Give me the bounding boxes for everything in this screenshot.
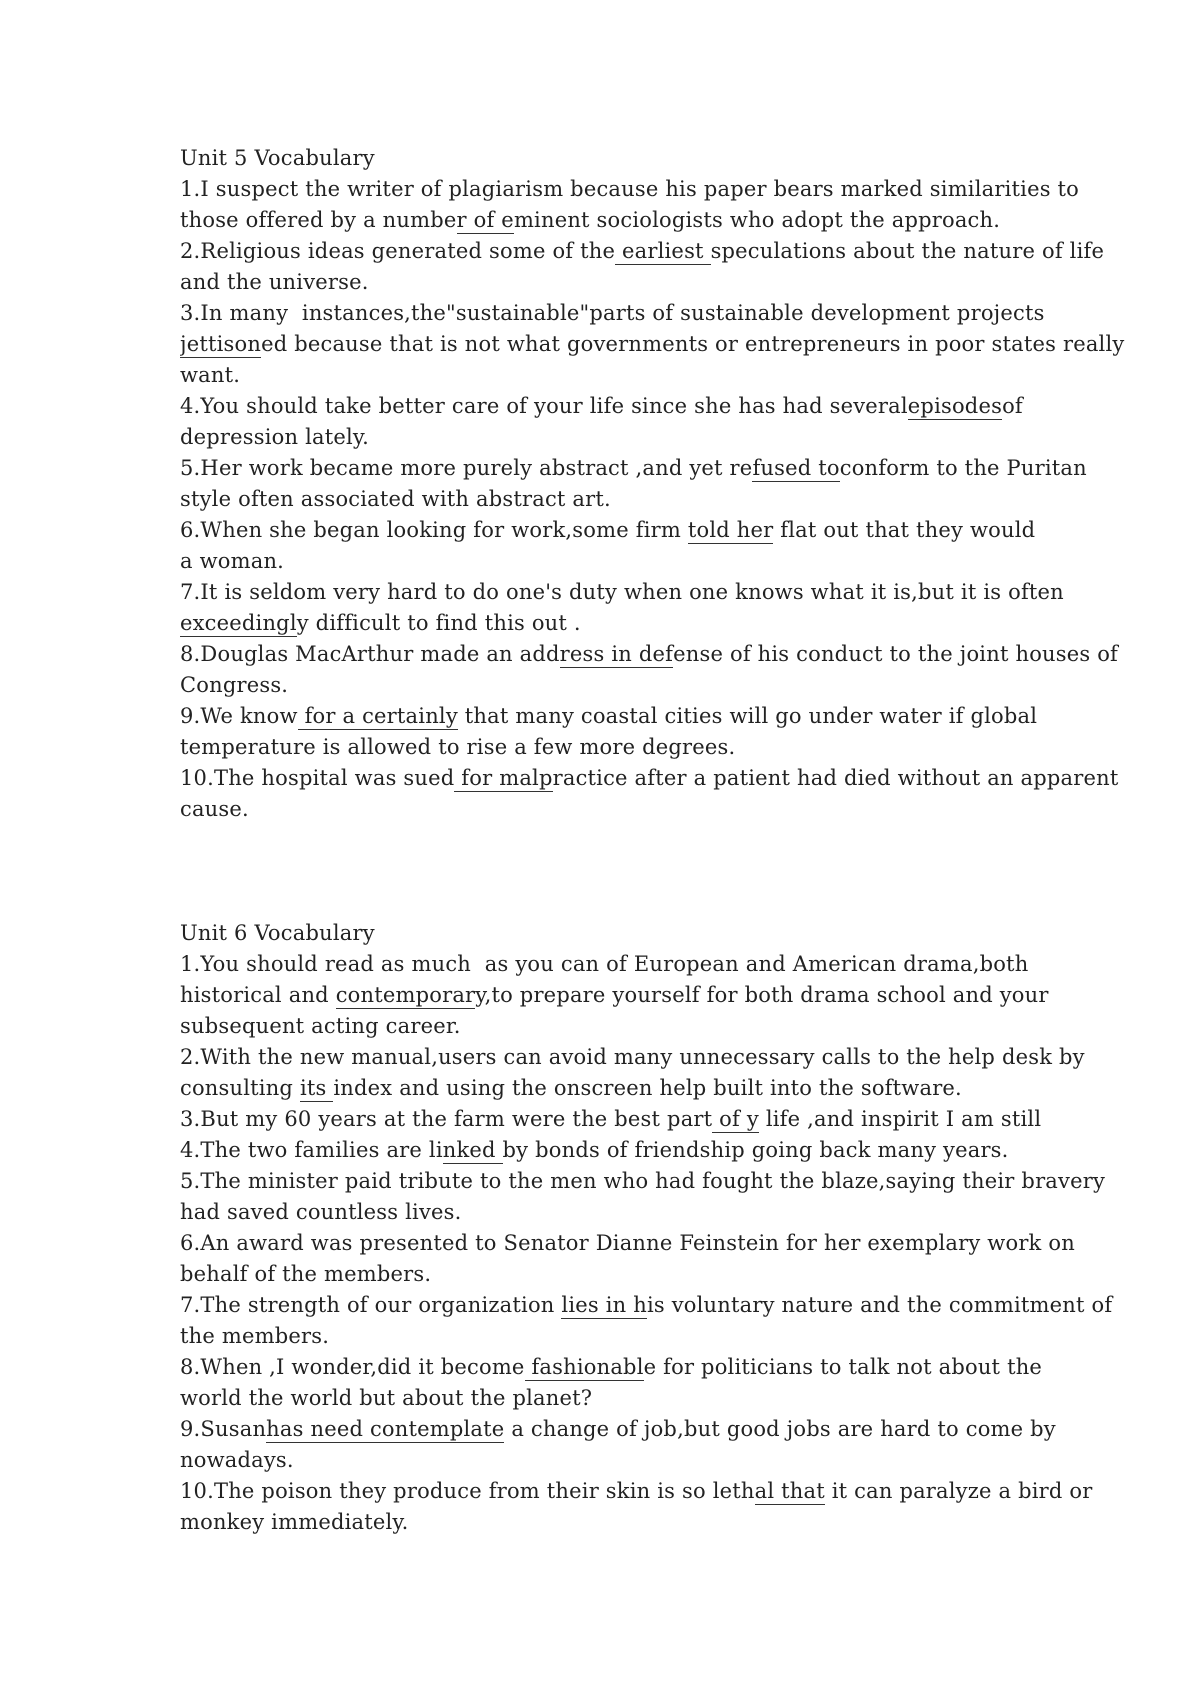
underlined-answer: exceedingl xyxy=(180,611,297,635)
text-segment: style often associated with abstract art. xyxy=(180,487,611,511)
text-line xyxy=(180,329,1191,360)
text-segment: consulting xyxy=(180,1076,300,1100)
text-line xyxy=(180,1507,1191,1538)
text-line xyxy=(180,1414,1191,1445)
text-segment: the members. xyxy=(180,1324,330,1348)
text-segment: ractice after a patient had died without an apparent xyxy=(552,766,1119,790)
text-segment: of xyxy=(1002,394,1023,418)
text-segment: speculations about the nature of life xyxy=(710,239,1105,263)
text-segment: 6.When she began looking for work,some firm xyxy=(180,518,688,542)
text-line xyxy=(180,1042,1191,1073)
unit-6-title: Unit 6 Vocabulary xyxy=(180,921,375,945)
text-segment: depression lately. xyxy=(180,425,370,449)
text-segment: 4.The two families are li xyxy=(180,1138,443,1162)
text-line xyxy=(180,1166,1191,1197)
underlined-answer: for malp xyxy=(454,766,553,790)
underlined-answer: r of e xyxy=(456,208,514,232)
text-segment: ense of his conduct to the joint houses of xyxy=(673,642,1119,666)
text-line xyxy=(180,391,1191,422)
text-segment: index and using the onscreen help built into the software. xyxy=(333,1076,962,1100)
text-segment: 7.The strength of our organization xyxy=(180,1293,562,1317)
text-line xyxy=(180,174,1191,205)
text-segment: nowadays. xyxy=(180,1448,294,1472)
text-line xyxy=(180,701,1191,732)
unit-6-sentences xyxy=(180,949,1191,1538)
underlined-answer: nked xyxy=(442,1138,503,1162)
text-line xyxy=(180,205,1191,236)
text-line xyxy=(180,1135,1191,1166)
text-line xyxy=(180,670,1191,701)
text-segment: life ,and inspirit I am still xyxy=(758,1107,1042,1131)
text-line xyxy=(180,763,1191,794)
underlined-answer: told her xyxy=(687,518,774,542)
text-line xyxy=(180,1011,1191,1042)
unit-5-sentences xyxy=(180,174,1191,825)
text-line xyxy=(180,453,1191,484)
text-line xyxy=(180,1290,1191,1321)
underlined-answer: its xyxy=(299,1076,334,1100)
text-segment: 10.The hospital was sued xyxy=(180,766,455,790)
text-segment: y,to prepare yourself for both drama school and your xyxy=(475,983,1049,1007)
text-segment: 8.Douglas MacArthur made an add xyxy=(180,642,560,666)
text-segment: a change of job,but good jobs are hard to come by xyxy=(504,1417,1056,1441)
text-segment: conform to the Puritan xyxy=(839,456,1087,480)
text-segment: y difficult to find this out . xyxy=(296,611,581,635)
underlined-answer: of y xyxy=(712,1107,759,1131)
text-segment: 9.Susan xyxy=(180,1417,267,1441)
text-line xyxy=(180,1352,1191,1383)
underlined-answer: has need contemplate xyxy=(266,1417,505,1441)
section-gap xyxy=(180,825,1191,918)
text-segment: 2.With the new manual,users can avoid many unnecessary calls to the help desk by xyxy=(180,1045,1085,1069)
text-line xyxy=(180,949,1191,980)
text-line xyxy=(180,608,1191,639)
text-line xyxy=(180,267,1191,298)
text-line xyxy=(180,360,1191,391)
text-segment: 4.You should take better care of your life since she has had several xyxy=(180,394,908,418)
text-line xyxy=(180,1383,1191,1414)
text-segment: ed because that is not what governments or entrepreneurs in poor states really xyxy=(261,332,1125,356)
text-line xyxy=(180,980,1191,1011)
text-segment: Congress. xyxy=(180,673,289,697)
unit-6-section xyxy=(180,918,1191,1538)
underlined-answer: earliest xyxy=(615,239,711,263)
text-segment: cause. xyxy=(180,797,249,821)
document-body xyxy=(180,143,1191,1538)
underlined-answer: lies in h xyxy=(561,1293,647,1317)
text-line xyxy=(180,1321,1191,1352)
text-segment: a woman. xyxy=(180,549,285,573)
text-segment: 3.But my 60 years at the farm were the best part xyxy=(180,1107,713,1131)
text-segment: 8.When ,I wonder,did it become xyxy=(180,1355,525,1379)
underlined-answer: contemporar xyxy=(335,983,476,1007)
underlined-answer: for a certainly xyxy=(297,704,458,728)
text-line xyxy=(180,1073,1191,1104)
text-segment: behalf of the members. xyxy=(180,1262,432,1286)
text-segment: minent sociologists who adopt the approach. xyxy=(513,208,1001,232)
text-line xyxy=(180,1197,1191,1228)
text-segment: 1.I suspect the writer of plagiarism because his paper bears marked similarities to xyxy=(180,177,1080,201)
underlined-answer: fused to xyxy=(752,456,840,480)
underlined-answer: jettison xyxy=(180,332,262,356)
text-line xyxy=(180,236,1191,267)
text-segment: world the world but about the planet? xyxy=(180,1386,593,1410)
underlined-answer: fashionabl xyxy=(524,1355,644,1379)
text-segment: 3.In many instances,the"sustainable"parts of sustainable development projects xyxy=(180,301,1045,325)
text-line xyxy=(180,639,1191,670)
text-line xyxy=(180,1228,1191,1259)
text-line xyxy=(180,298,1191,329)
text-segment: 2.Religious ideas generated some of the xyxy=(180,239,616,263)
text-segment: those offered by a numbe xyxy=(180,208,457,232)
text-line xyxy=(180,1259,1191,1290)
unit-5-title: Unit 5 Vocabulary xyxy=(180,146,375,170)
text-segment: temperature is allowed to rise a few more degrees. xyxy=(180,735,736,759)
text-line xyxy=(180,422,1191,453)
text-line xyxy=(180,1445,1191,1476)
text-line xyxy=(180,1476,1191,1507)
text-segment: 9.We know xyxy=(180,704,298,728)
text-segment: 10.The poison they produce from their skin is so leth xyxy=(180,1479,755,1503)
text-segment: 5.Her work became more purely abstract ,and yet re xyxy=(180,456,753,480)
text-segment: flat out that they would xyxy=(773,518,1036,542)
text-segment: e for politicians to talk not about the xyxy=(643,1355,1043,1379)
text-line xyxy=(180,515,1191,546)
text-line xyxy=(180,732,1191,763)
unit-5-section xyxy=(180,143,1191,825)
text-line xyxy=(180,484,1191,515)
text-segment: historical and xyxy=(180,983,336,1007)
text-segment: that many coastal cities will go under water if global xyxy=(457,704,1038,728)
text-segment: 5.The minister paid tribute to the men who had fought the blaze,saying their bravery xyxy=(180,1169,1106,1193)
text-segment: want. xyxy=(180,363,241,387)
text-segment: and the universe. xyxy=(180,270,369,294)
text-segment: 6.An award was presented to Senator Dianne Feinstein for her exemplary work on xyxy=(180,1231,1075,1255)
text-line xyxy=(180,546,1191,577)
text-line xyxy=(180,1104,1191,1135)
text-segment: had saved countless lives. xyxy=(180,1200,462,1224)
underlined-answer: al that xyxy=(754,1479,825,1503)
text-segment: monkey immediately. xyxy=(180,1510,409,1534)
text-line xyxy=(180,577,1191,608)
underlined-answer: ress in def xyxy=(559,642,674,666)
text-segment: is voluntary nature and the commitment of xyxy=(646,1293,1113,1317)
text-segment: subsequent acting career. xyxy=(180,1014,461,1038)
text-segment: it can paralyze a bird or xyxy=(824,1479,1093,1503)
text-line xyxy=(180,794,1191,825)
text-segment: by bonds of friendship going back many years. xyxy=(502,1138,1009,1162)
underlined-answer: episodes xyxy=(907,394,1003,418)
text-segment: 7.It is seldom very hard to do one's duty when one knows what it is,but it is often xyxy=(180,580,1064,604)
text-segment: 1.You should read as much as you can of European and American drama,both xyxy=(180,952,1029,976)
